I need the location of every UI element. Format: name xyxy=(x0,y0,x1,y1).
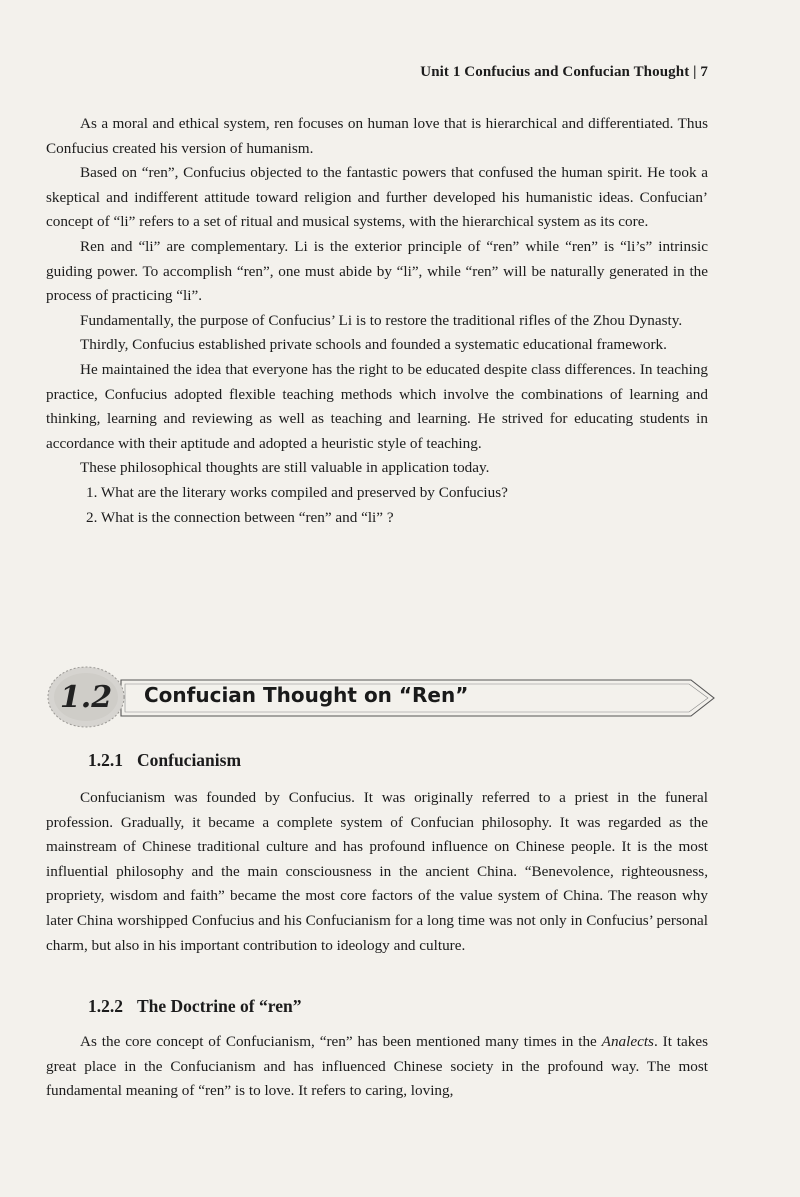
paragraph: Based on “ren”, Confucius objected to the fantastic powers that confused the human spirit. He took a skeptical and indifferent attitude toward religion and further developed his humanistic ideas. Confucian’ concept of “li” refers to a set of ritual and musical systems, with the hierarchical system as its core. xyxy=(46,164,708,231)
subsection-heading xyxy=(88,996,301,1017)
paragraph xyxy=(46,1030,708,1104)
question: 2. What is the connection between “ren” and “li” ? xyxy=(86,508,394,526)
paragraph-end: . It takes great place in the Confucianism and has influenced Chinese society in the profound way. The most fundamental meaning of “ren” is to love. It refers to caring, loving, xyxy=(46,1033,709,1100)
intro-text-block xyxy=(46,112,708,530)
question: 1. What are the literary works compiled and preserved by Confucius? xyxy=(86,483,508,501)
subsection-number: 1.2.2 xyxy=(88,996,123,1016)
book-title-analects: Analects xyxy=(601,1033,654,1050)
paragraph: Thirdly, Confucius established private schools and founded a systematic educational framework. xyxy=(80,336,667,354)
section-title: Confucian Thought on “Ren” xyxy=(144,683,469,707)
paragraph: As a moral and ethical system, ren focuses on human love that is hierarchical and differentiated. Thus Confucius created his version of humanism. xyxy=(46,115,708,157)
running-head: Unit 1 Confucius and Confucian Thought | 7 xyxy=(420,64,708,80)
doctrine-text-block xyxy=(46,1030,708,1104)
paragraph: Ren and “li” are complementary. Li is the exterior principle of “ren” while “ren” is “li’s” intrinsic guiding power. To accomplish “ren”, one must abide by “li”, while “ren” will be naturally generated in the process of practicing “li”. xyxy=(46,237,708,305)
paragraph-start: As the core concept of Confucianism, “ren” has been mentioned many times in the xyxy=(80,1033,602,1050)
subsection-title: The Doctrine of “ren” xyxy=(137,996,302,1016)
subsection-number: 1.2.1 xyxy=(88,750,123,770)
section-number: 1.2 xyxy=(59,679,113,715)
paragraph: He maintained the idea that everyone has the right to be educated despite class differences. In teaching practice, Confucius adopted flexible teaching methods which involve the combinations of learning and thinking, learning and reviewing as well as teaching and learning. He strived for educating students in accordance with their aptitude and adopted a heuristic style of teaching. xyxy=(46,360,708,452)
subsection-title: Confucianism xyxy=(137,750,242,770)
paragraph: These philosophical thoughts are still valuable in application today. xyxy=(80,459,490,477)
confucianism-text-block xyxy=(46,786,708,958)
subsection-heading xyxy=(88,750,241,771)
paragraph: Fundamentally, the purpose of Confucius’ Li is to restore the traditional rifles of the Zhou Dynasty. xyxy=(80,311,683,329)
paragraph: Confucianism was founded by Confucius. It was originally referred to a priest in the funeral profession. Gradually, it became a complete system of Confucian philosophy. It was regarded as the mainstream of Chinese traditional culture and has profound influence on Chinese people. It is the most influential philosophy and the main consciousness in the ancient China. “Benevolence, righteousness, propriety, wisdom and faith” became the most core factors of the value system of China. The reason why later China worshipped Confucius and his Confucianism for a long time was not only in Confucius’ personal charm, but also in his important contribution to ideology and culture. xyxy=(46,789,708,954)
